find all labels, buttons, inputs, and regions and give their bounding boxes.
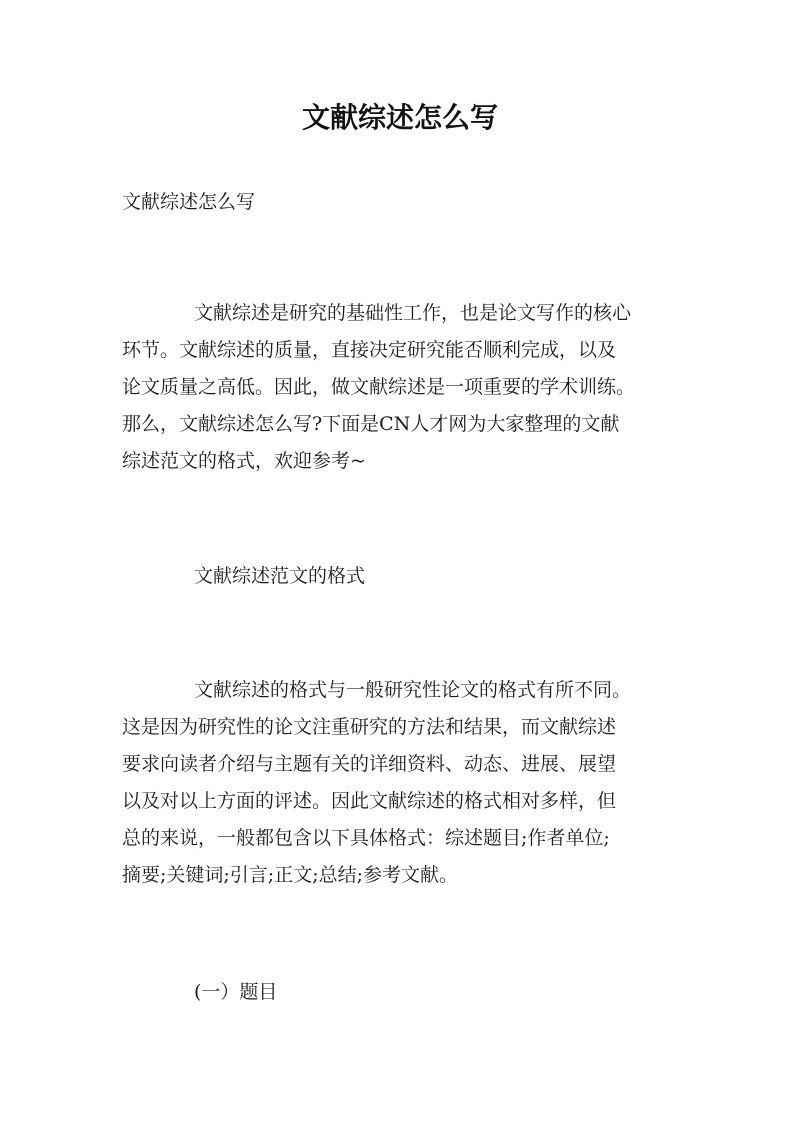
document-subtitle: 文献综述怎么写 (122, 191, 256, 213)
paragraph-line: 那么，文献综述怎么写?下面是CN人才网为大家整理的文献 (122, 413, 620, 435)
subsection-heading: (一）题目 (194, 981, 278, 1003)
paragraph-line: 环节。文献综述的质量，直接决定研究能否顺利完成，以及 (122, 339, 617, 361)
document-title: 文献综述怎么写 (301, 101, 498, 134)
paragraph-line: 以及对以上方面的评述。因此文献综述的格式相对多样，但 (122, 790, 617, 812)
paragraph-line: 这是因为研究性的论文注重研究的方法和结果，而文献综述 (122, 716, 617, 738)
paragraph-line: 文献综述是研究的基础性工作，也是论文写作的核心 (194, 302, 632, 324)
paragraph-line: 要求向读者介绍与主题有关的详细资料、动态、进展、展望 (122, 753, 617, 775)
section-heading: 文献综述范文的格式 (194, 565, 366, 587)
intro-paragraph (122, 295, 682, 480)
paragraph-line: 摘要;关键词;引言;正文;总结;参考文献。 (122, 864, 459, 886)
paragraph-line: 总的来说，一般都包含以下具体格式：综述题目;作者单位; (122, 827, 610, 849)
paragraph-line: 文献综述的格式与一般研究性论文的格式有所不同。 (194, 679, 632, 701)
paragraph-line: 综述范文的格式，欢迎参考~ (122, 450, 366, 472)
format-paragraph (122, 672, 682, 894)
paragraph-line: 论文质量之高低。因此，做文献综述是一项重要的学术训练。 (122, 376, 636, 398)
